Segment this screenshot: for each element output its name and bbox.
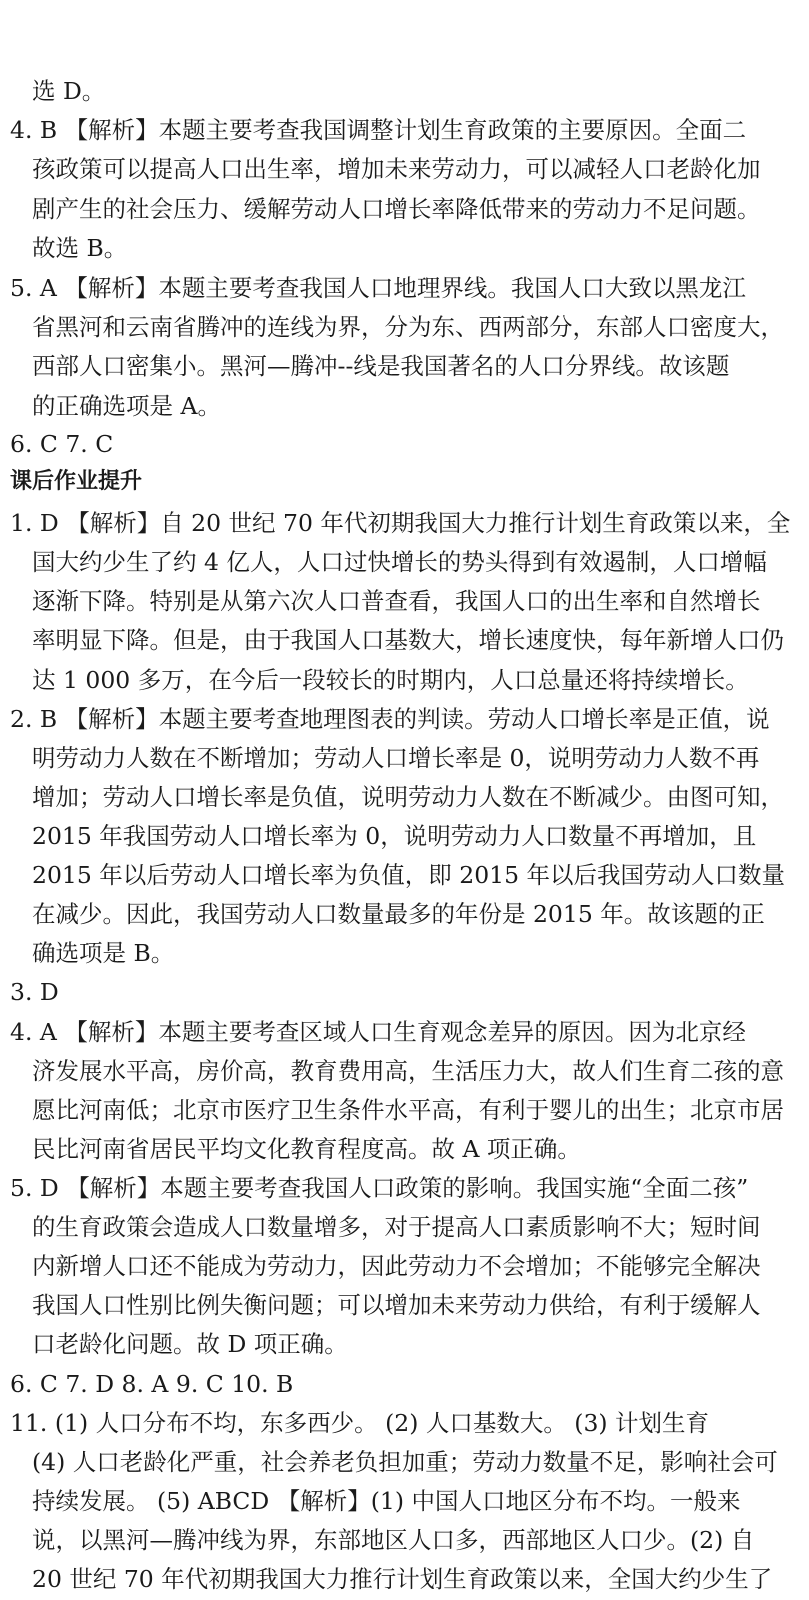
text-line: 省黑河和云南省腾冲的连线为界，分为东、西两部分，东部人口密度大，	[32, 313, 784, 341]
text-line: 在减少。因此，我国劳动人口数量最多的年份是 2015 年。故该题的正	[32, 900, 765, 928]
text-line: 的生育政策会造成人口数量增多，对于提高人口素质影响不大；短时间	[32, 1213, 761, 1241]
text-line: (4) 人口老龄化严重，社会养老负担加重；劳动力数量不足，影响社会可	[32, 1448, 778, 1476]
text-line: 6. C 7. D 8. A 9. C 10. B	[10, 1370, 294, 1398]
text-line: 持续发展。 (5) ABCD 【解析】(1) 中国人口地区分布不均。一般来	[32, 1487, 741, 1515]
text-line: 选 D。	[32, 77, 106, 105]
text-line: 2. B 【解析】本题主要考查地理图表的判读。劳动人口增长率是正值，说	[10, 705, 770, 733]
text-line: 济发展水平高，房价高，教育费用高，生活压力大，故人们生育二孩的意	[32, 1057, 784, 1085]
text-line: 6. C 7. C	[10, 430, 114, 458]
text-line: 增加；劳动人口增长率是负值，说明劳动力人数在不断减少。由图可知，	[32, 783, 784, 811]
text-line: 西部人口密集小。黑河—腾冲--线是我国著名的人口分界线。故该题	[32, 352, 730, 380]
text-line: 4. A 【解析】本题主要考查区域人口生育观念差异的原因。因为北京经	[10, 1018, 746, 1046]
text-line: 20 世纪 70 年代初期我国大力推行计划生育政策以来，全国大约少生了	[32, 1565, 773, 1593]
text-line: 内新增人口还不能成为劳动力，因此劳动力不会增加；不能够完全解决	[32, 1252, 761, 1280]
text-line: 3. D	[10, 978, 59, 1006]
text-line: 明劳动力人数在不断增加；劳动人口增长率是 0，说明劳动力人数不再	[32, 744, 760, 772]
text-line: 2015 年以后劳动人口增长率为负值，即 2015 年以后我国劳动人口数量	[32, 861, 786, 889]
text-line: 4. B 【解析】本题主要考查我国调整计划生育政策的主要原因。全面二	[10, 116, 747, 144]
text-line: 的正确选项是 A。	[32, 392, 221, 420]
text-line: 1. D 【解析】自 20 世纪 70 年代初期我国大力推行计划生育政策以来，全	[10, 509, 791, 537]
text-line: 5. A 【解析】本题主要考查我国人口地理界线。我国人口大致以黑龙江	[10, 274, 746, 302]
section-heading: 课后作业提升	[10, 469, 143, 494]
text-line: 孩政策可以提高人口出生率，增加未来劳动力，可以减轻人口老龄化加	[32, 155, 761, 183]
text-line: 故选 B。	[32, 234, 128, 262]
text-line: 逐渐下降。特别是从第六次人口普查看，我国人口的出生率和自然增长	[32, 587, 761, 615]
text-line: 民比河南省居民平均文化教育程度高。故 A 项正确。	[32, 1135, 581, 1163]
text-line: 我国人口性别比例失衡问题；可以增加未来劳动力供给，有利于缓解人	[32, 1291, 761, 1319]
text-line: 2015 年我国劳动人口增长率为 0，说明劳动力人口数量不再增加，且	[32, 822, 757, 850]
text-line: 率明显下降。但是，由于我国人口基数大，增长速度快，每年新增人口仍	[32, 626, 784, 654]
text-line: 11. (1) 人口分布不均，东多西少。 (2) 人口基数大。 (3) 计划生育	[10, 1409, 710, 1437]
text-line: 口老龄化问题。故 D 项正确。	[32, 1330, 348, 1358]
text-line: 剧产生的社会压力、缓解劳动人口增长率降低带来的劳动力不足问题。	[32, 195, 761, 223]
text-line: 5. D 【解析】本题主要考查我国人口政策的影响。我国实施“全面二孩”	[10, 1174, 749, 1202]
text-line: 达 1 000 多万，在今后一段较长的时期内，人口总量还将持续增长。	[32, 666, 749, 694]
text-line: 愿比河南低；北京市医疗卫生条件水平高，有利于婴儿的出生；北京市居	[32, 1096, 784, 1124]
text-line: 国大约少生了约 4 亿人，人口过快增长的势头得到有效遏制，人口增幅	[32, 548, 767, 576]
text-line: 说，以黑河—腾冲线为界，东部地区人口多，西部地区人口少。(2) 自	[32, 1526, 755, 1554]
text-line: 确选项是 B。	[32, 939, 175, 967]
